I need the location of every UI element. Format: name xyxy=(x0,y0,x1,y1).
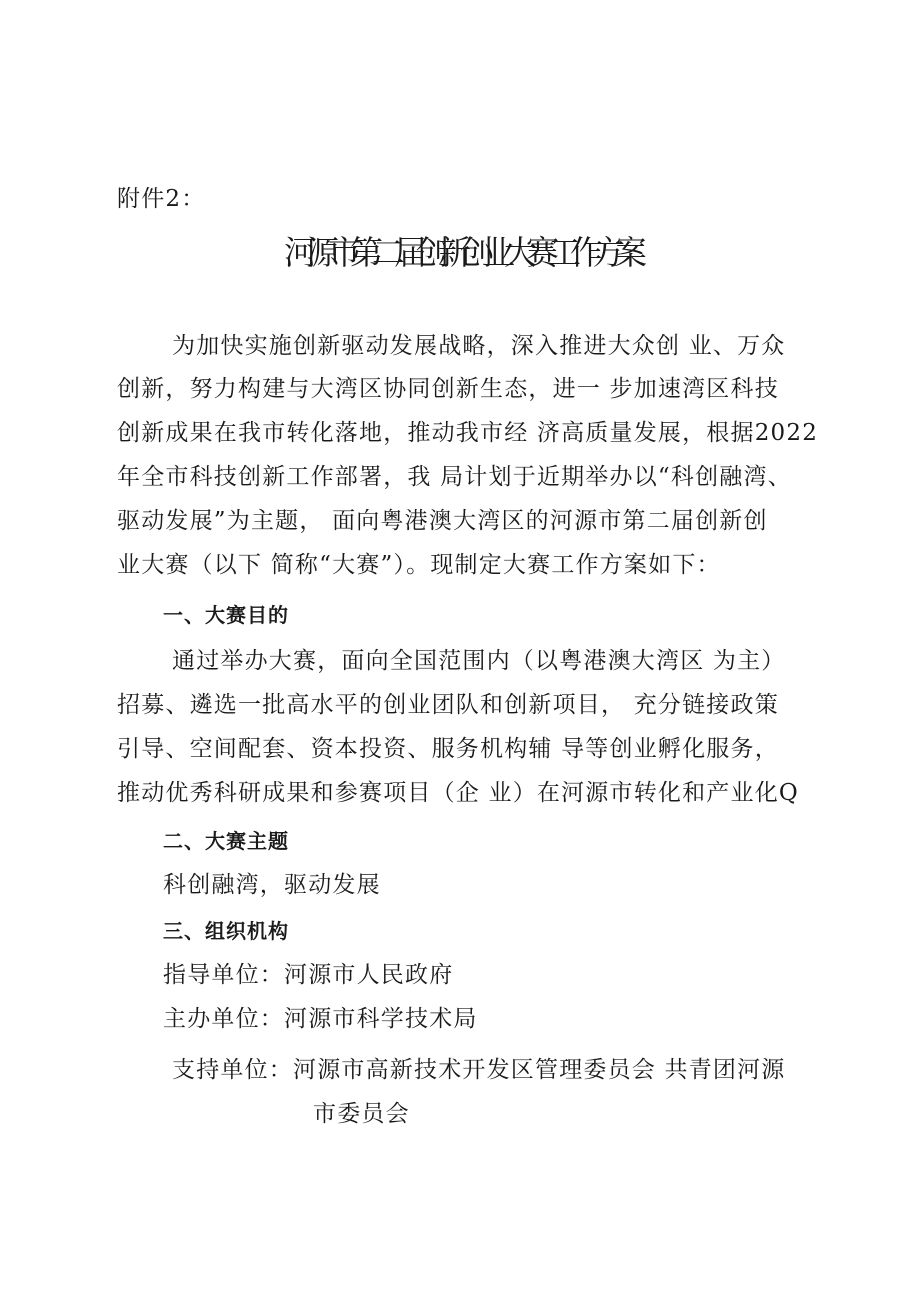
purpose-line-4: 推动优秀科研成果和参赛项目（企 业）在河源市转化和产业化Q xyxy=(117,780,799,806)
purpose-line-3: 引导、空间配套、资本投资、服务机构辅 导等创业孵化服务， xyxy=(117,736,779,762)
section-heading-organization: 三、组织机构 xyxy=(163,919,289,943)
intro-line-2: 创新，努力构建与大湾区协同创新生态，进一 步加速湾区科技 xyxy=(117,376,779,402)
guide-unit: 指导单位：河源市人民政府 xyxy=(163,962,454,988)
support-unit-line-2: 市委员会 xyxy=(313,1101,410,1127)
intro-line-1: 为加快实施创新驱动发展战略，深入推进大众创 业、万众 xyxy=(172,333,786,359)
document-title: 河源市第二届创新创业大赛工作方案 xyxy=(284,233,636,272)
host-unit: 主办单位：河源市科学技术局 xyxy=(163,1006,478,1032)
intro-line-4: 年全市科技创新工作部署，我 局计划于近期举办以“科创融湾、 xyxy=(117,464,792,490)
attachment-label: 附件2： xyxy=(117,186,206,212)
intro-line-6: 业大赛（以下 简称“大赛”）。现制定大赛工作方案如下： xyxy=(117,552,721,578)
theme-text: 科创融湾，驱动发展 xyxy=(163,872,381,898)
intro-line-3: 创新成果在我市转化落地，推动我市经 济高质量发展，根据2022 xyxy=(117,420,819,446)
section-heading-purpose: 一、大赛目的 xyxy=(163,603,289,627)
section-heading-theme: 二、大赛主题 xyxy=(163,829,289,853)
purpose-line-1: 通过举办大赛，面向全国范围内（以粤港澳大湾区 为主） xyxy=(172,648,786,674)
purpose-line-2: 招募、遴选一批高水平的创业团队和创新项目， 充分链接政策 xyxy=(117,692,779,718)
intro-line-5: 驱动发展”为主题， 面向粤港澳大湾区的河源市第二届创新创 xyxy=(117,508,768,534)
support-unit-line-1: 支持单位：河源市高新技术开发区管理委员会 共青团河源 xyxy=(172,1057,786,1083)
